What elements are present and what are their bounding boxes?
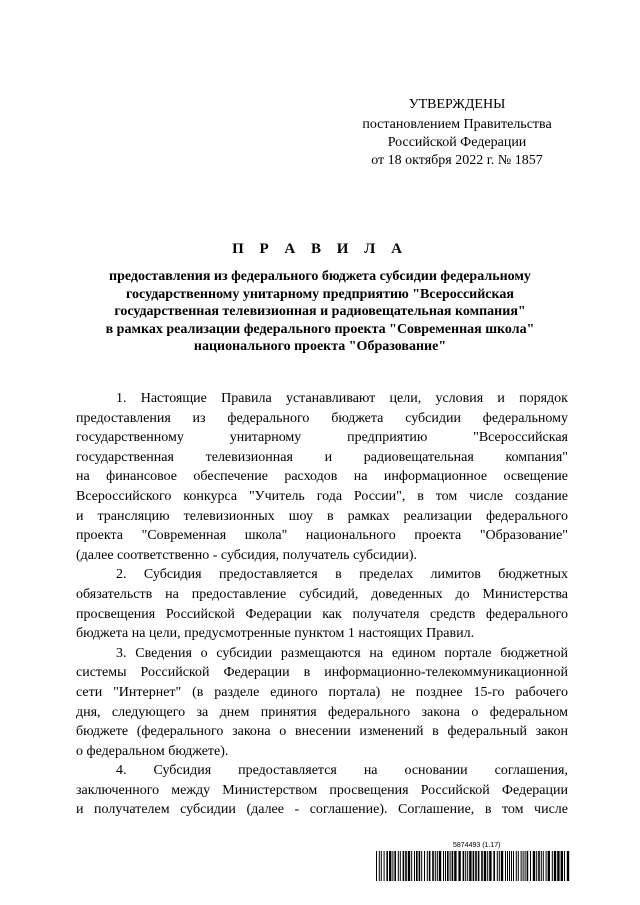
approval-line: Российской Федерации <box>387 135 527 150</box>
paragraph-line: государственная телевизионная и радиовещательная компания" <box>76 449 568 465</box>
paragraph-line: проекта "Современная школа" национального проекта "Образование" <box>76 528 568 544</box>
paragraph-line: бюджете (федерального закона о внесении изменений в федеральный закон <box>76 724 568 740</box>
paragraph-line: (далее соответственно - субсидия, получатель субсидии). <box>76 547 417 563</box>
paragraph-line: предоставления из федерального бюджета субсидии федеральному <box>76 410 568 426</box>
paragraph <box>76 644 568 762</box>
subtitle-line: национального проекта "Образование" <box>193 339 447 354</box>
subtitle-line: в рамках реализации федерального проекта "Современная школа" <box>105 321 535 337</box>
paragraph-line: Всероссийского конкурса "Учитель года России", в том числе создание <box>76 488 568 504</box>
paragraph-line: о федеральном бюджете). <box>76 743 229 759</box>
paragraph-line: заключенного между Министерством просвещения Российской Федерации <box>76 782 568 798</box>
approval-stamp <box>342 96 572 170</box>
document-body <box>76 389 568 820</box>
paragraph-line: на финансовое обеспечение расходов на информационное освещение <box>76 469 568 485</box>
paragraph-line: 1. Настоящие Правила устанавливают цели, условия и порядок <box>116 391 568 406</box>
paragraph-line: государственному унитарному предприятию "Всероссийская <box>76 430 568 446</box>
paragraph-line: 3. Сведения о субсидии размещаются на едином портале бюджетной <box>116 645 568 661</box>
paragraph-line: и получателем субсидии (далее - соглашение). Соглашение, в том числе <box>76 802 568 818</box>
paragraph <box>76 565 568 643</box>
approval-line: от 18 октября 2022 г. № 1857 <box>371 153 543 168</box>
paragraph-line: 4. Субсидия предоставляется на основании соглашения, <box>116 763 568 779</box>
paragraph-line: дня, следующего за днем принятия федерального закона о федеральном <box>76 704 568 720</box>
paragraph-line: обязательств на предоставление субсидий, доведенных до Министерства <box>76 586 568 602</box>
paragraph-line: бюджета на цели, предусмотренные пунктом 1 настоящих Правил. <box>76 626 475 642</box>
subtitle-line: государственному унитарному предприятию "Всероссийская <box>126 286 514 302</box>
barcode <box>376 851 571 881</box>
document-code: 5874493 (1.17) <box>453 842 501 849</box>
paragraph-line: сети "Интернет" (в разделе единого портала) не позднее 15-го рабочего <box>76 684 568 700</box>
paragraph <box>76 761 568 820</box>
document-title: П Р А В И Л А <box>232 241 408 257</box>
subtitle-line: государственная телевизионная и радиовещательная компания" <box>114 304 526 319</box>
paragraph-line: и трансляцию телевизионных шоу в рамках реализации федерального <box>76 508 568 524</box>
approval-heading: УТВЕРЖДЕНЫ <box>408 97 506 112</box>
paragraph-line: 2. Субсидия предоставляется в пределах лимитов бюджетных <box>116 567 568 583</box>
approval-line: постановлением Правительства <box>362 117 552 132</box>
paragraph-line: просвещения Российской Федерации как получателя средств федерального <box>76 606 568 622</box>
paragraph <box>76 389 568 565</box>
paragraph-line: системы Российской Федерации в информационно-телекоммуникационной <box>76 665 568 681</box>
subtitle-line: предоставления из федерального бюджета субсидии федеральному <box>109 269 531 284</box>
document-subtitle <box>70 268 570 356</box>
